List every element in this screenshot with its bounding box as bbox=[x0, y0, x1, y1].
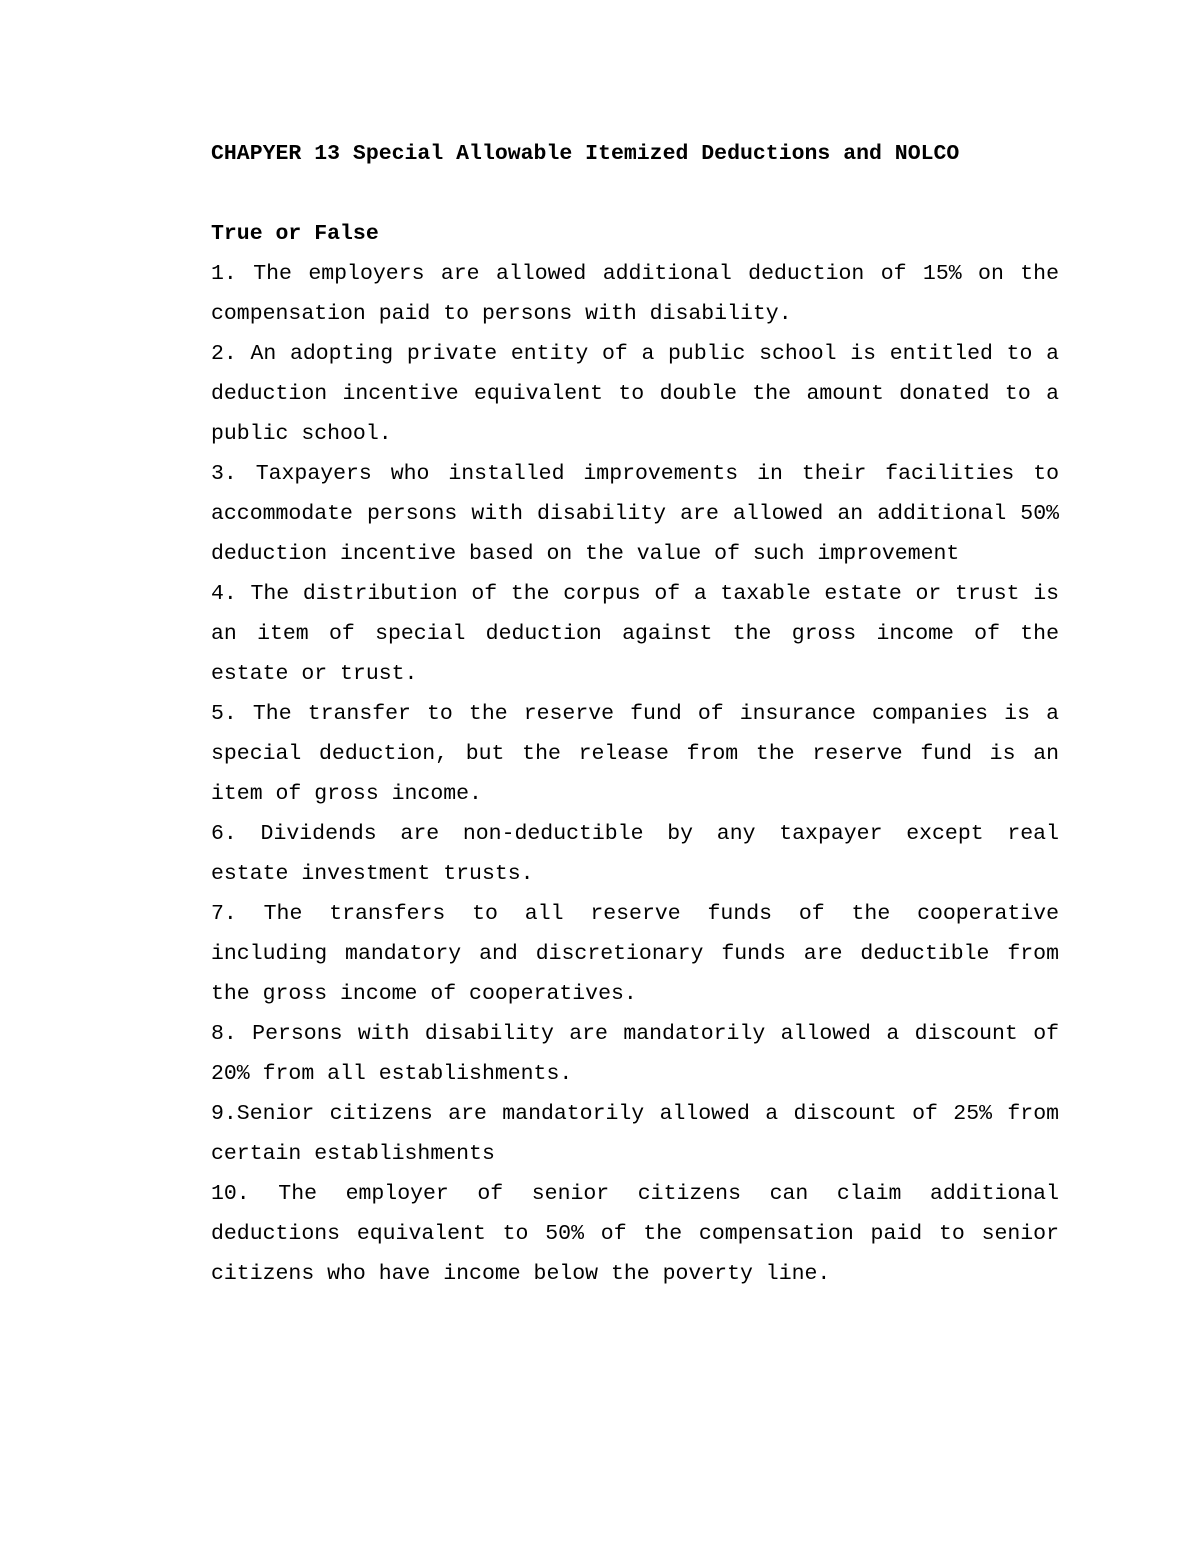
question-item-10: 10. The employer of senior citizens can claim additional deductions equivalent to 50% of the compensation paid to senior citizens who have income below the poverty line. bbox=[211, 1182, 1059, 1286]
question-item-3: 3. Taxpayers who installed improvements in their facilities to accommodate persons with disability are allowed an additional 50% deduction incentive based on the value of such improvement bbox=[211, 462, 1059, 566]
question-item-5: 5. The transfer to the reserve fund of insurance companies is a special deduction, but the release from the reserve fund is an item of gross income. bbox=[211, 702, 1059, 806]
question-item-4: 4. The distribution of the corpus of a taxable estate or trust is an item of special deduction against the gross income of the estate or trust. bbox=[211, 582, 1059, 686]
question-item-2: 2. An adopting private entity of a public school is entitled to a deduction incentive equivalent to double the amount donated to a public school. bbox=[211, 342, 1059, 446]
question-item-9: 9.Senior citizens are mandatorily allowed a discount of 25% from certain establishments bbox=[211, 1102, 1059, 1166]
section-heading: True or False bbox=[211, 222, 379, 246]
question-item-6: 6. Dividends are non-deductible by any taxpayer except real estate investment trusts. bbox=[211, 822, 1059, 886]
chapter-title: CHAPYER 13 Special Allowable Itemized Deductions and NOLCO bbox=[211, 142, 960, 166]
blank-line bbox=[211, 174, 1059, 214]
question-item-8: 8. Persons with disability are mandatorily allowed a discount of 20% from all establishments. bbox=[211, 1022, 1059, 1086]
document-body bbox=[211, 134, 1059, 1294]
question-item-1: 1. The employers are allowed additional deduction of 15% on the compensation paid to persons with disability. bbox=[211, 262, 1059, 326]
question-item-7: 7. The transfers to all reserve funds of the cooperative including mandatory and discretionary funds are deductible from the gross income of cooperatives. bbox=[211, 902, 1059, 1006]
